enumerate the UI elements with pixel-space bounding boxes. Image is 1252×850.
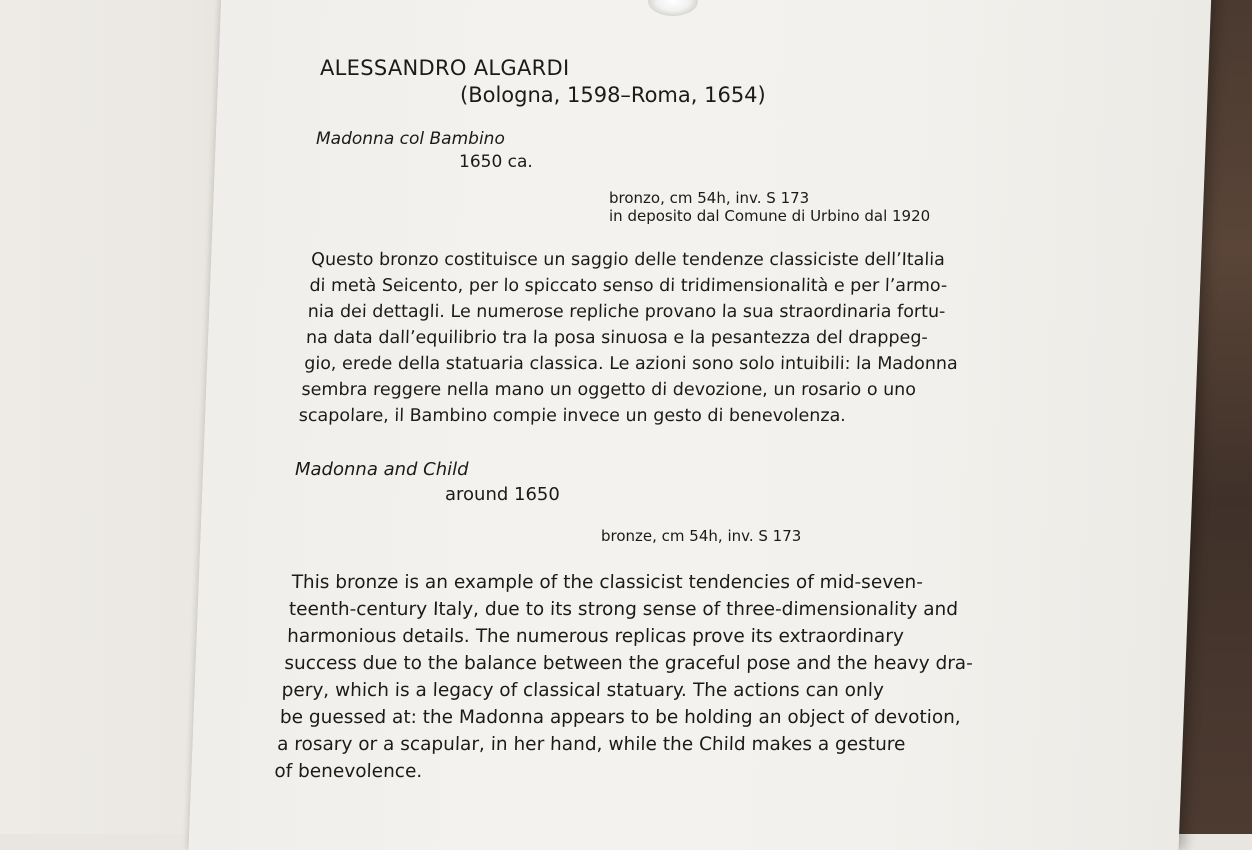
description-line: pery, which is a legacy of classical statuary. The actions can only (281, 680, 885, 701)
description-line: di metà Seicento, per lo spiccato senso di tridimensionalità e per l’armo- (309, 276, 948, 296)
material-italian: bronzo, cm 54h, inv. S 173 (609, 189, 810, 207)
description-line: Questo bronzo costituisce un saggio delle tendenze classiciste dell’Italia (310, 250, 946, 270)
material-english: bronze, cm 54h, inv. S 173 (601, 527, 802, 545)
description-line: na data dall’equilibrio tra la posa sinuosa e la pesantezza del drappeg- (305, 328, 929, 348)
description-line: scapolare, il Bambino compie invece un gesto di benevolenza. (298, 406, 847, 426)
description-line: success due to the balance between the graceful pose and the heavy dra- (284, 653, 974, 674)
description-line: gio, erede della statuaria classica. Le azioni sono solo intuibili: la Madonna (303, 354, 959, 374)
description-line: harmonious details. The numerous replicas prove its extraordinary (286, 626, 905, 647)
artist-name: ALESSANDRO ALGARDI (320, 56, 570, 80)
description-line: nia dei dettagli. Le numerose repliche provano la sua straordinaria fortu- (307, 302, 946, 322)
description-english (274, 569, 976, 785)
description-line: teenth-century Italy, due to its strong sense of three-dimensionality and (288, 599, 959, 620)
artwork-title-italian: Madonna col Bambino (316, 129, 505, 149)
artwork-date-english: around 1650 (445, 484, 560, 505)
description-italian (298, 247, 961, 429)
artwork-title-english: Madonna and Child (295, 459, 469, 480)
description-line: This bronze is an example of the classicist tendencies of mid-seven- (291, 572, 924, 593)
description-line: of benevolence. (274, 761, 423, 782)
provenance-italian: in deposito dal Comune di Urbino dal 1920 (609, 207, 931, 225)
artist-life-dates: (Bologna, 1598–Roma, 1654) (460, 83, 766, 107)
description-line: be guessed at: the Madonna appears to be holding an object of devotion, (279, 707, 962, 728)
description-line: a rosary or a scapular, in her hand, while the Child makes a gesture (276, 734, 906, 755)
artwork-date-italian: 1650 ca. (459, 152, 533, 172)
description-line: sembra reggere nella mano un oggetto di devozione, un rosario o uno (301, 380, 917, 400)
